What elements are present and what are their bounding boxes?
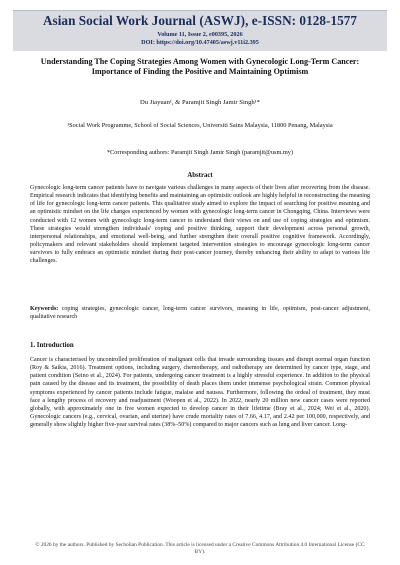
journal-title: Asian Social Work Journal (ASWJ), e-ISSN: 0128-1577 [42,13,358,28]
keywords [30,305,370,321]
section-heading-introduction: 1. Introduction [30,342,74,349]
journal-meta [13,31,387,47]
keywords-list: coping strategies, gynecologic cancer, long-term cancer survivors, meaning in life, optimism, post-cancer adjustment, qualitative research [30,306,371,321]
volume-line: Volume 11, Issue 2, e00395, 2026 [157,31,243,38]
journal-header [13,10,387,51]
authors: Du Jiayuan¹, & Paramjit Singh Jamir Singh¹* [140,99,260,106]
abstract-body: Gynecologic long-term cancer patients have to navigate various challenges in many aspects of their lives after recovering from the disease. Empirical research indicates that identifying benefits and maintaining an optimistic outlook are highly helpful in reconstructing the meaning of life for gynecologic long-term cancer patients. This qualitative study aimed to explore the impact of searching for positive meaning and an optimistic mindset on the life changes experienced by women with gynecologic long-term cancer in Chongqing, China. Interviews were conducted with 12 women with gynecologic long-term cancer to understand their views on and use of coping strategies and optimism. These strategies would strengthen individuals' coping and positive thinking, support their development across personal growth, interpersonal relationships, and emotional well-being, and further strengthen their overall positive cognitive framework. Accordingly, policymakers and relevant stakeholders should implement targeted intervention strategies to encourage gynecologic long-term cancer survivors to fully embrace an optimistic mindset during their post-cancer journey, thereby enhancing their ability to adapt to various life challenges. [30,185,370,265]
paper-title: Understanding The Coping Strategies Among Women with Gynecologic Long-Term Cancer: Importance of Finding the Positive and Maintaining Optimism [40,57,360,76]
doi-link[interactable]: DOI: https://doi.org/10.47405/aswj.v11i2.395 [141,39,259,46]
license-footer: © 2026 by the authors. Published by Secholian Publication. This article is licensed under a Creative Commons Attribution 4.0 International License (CC BY). [30,542,370,556]
keywords-label: Keywords: [30,306,59,312]
abstract-heading: Abstract [187,172,213,179]
affiliation: ¹Social Work Programme, School of Social Sciences, Universiti Sains Malaysia, 11800 Penang, Malaysia [67,122,333,129]
introduction-body: Cancer is characterised by uncontrolled proliferation of malignant cells that invade surrounding tissues and disrupt normal organ function (Roy & Saikia, 2016). Treatment options, including surgery, chemotherapy, and radiotherapy are determined by cancer type, stage, and patient condition (Seino et al., 2024). For patients, undergoing cancer treatment is a highly stressful experience. In addition to the physical pain caused by the disease and its treatment, the possibility of death places them under immense psychological strain. Common physical symptoms experienced by cancer patients include fatigue, malaise and nausea. Furthermore, following the ordeal of treatment, they must face a lengthy process of recovery and readjustment (Woopen et al., 2022). In 2022, nearly 20 million new cancer cases were reported globally, with approximately one in five women expected to develop cancer in their lifetime (Bray et al., 2024; Wei et al., 2020). Gynecologic cancers (e.g., cervical, ovarian, and uterine) have crude mortality rates of 7.66, 4.17, and 2.42 per 100,000, respectively, and generally show slightly higher five-year survival rates (38%–50%) compared to major cancers such as lung and liver cancer. Long- [30,357,370,429]
corresponding-author: *Corresponding authors: Paramjit Singh Jamir Singh (paramjit@usm.my) [106,149,294,156]
